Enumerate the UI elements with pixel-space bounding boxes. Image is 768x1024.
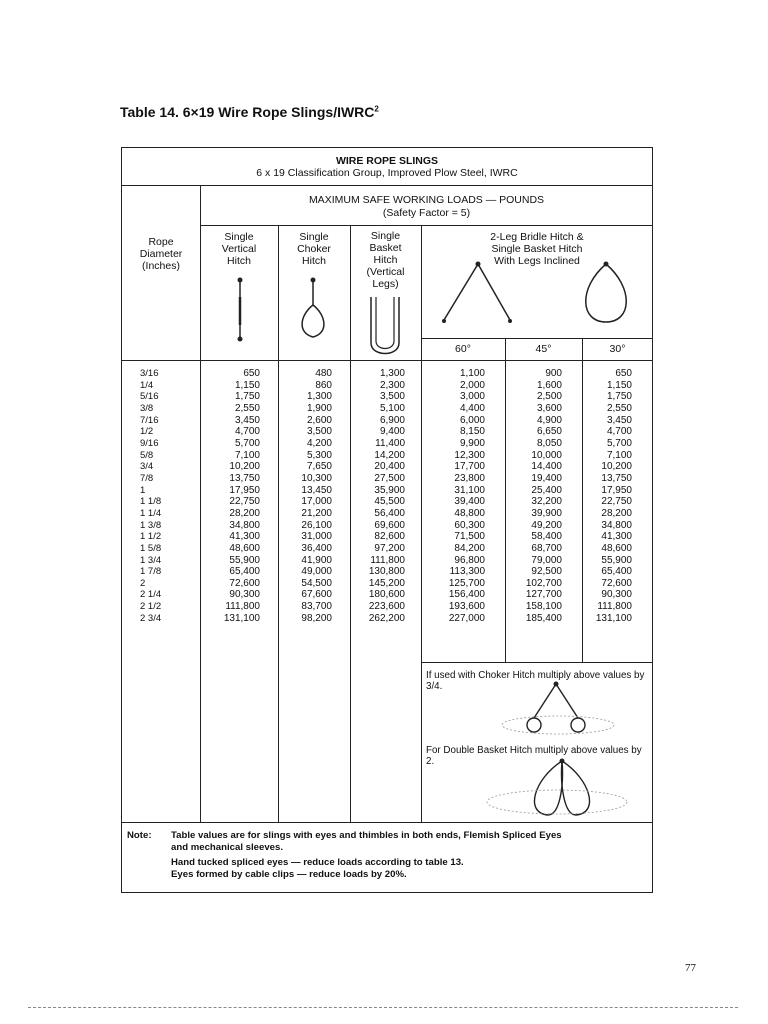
deg45-cell: 49,200 — [531, 519, 562, 531]
basket-cell: 2,300 — [379, 379, 405, 391]
deg30-cell: 5,700 — [606, 437, 632, 449]
deg30-cell: 131,100 — [595, 612, 632, 624]
deg60-cell: 48,800 — [454, 507, 485, 519]
diameter-cell: 3/16 — [140, 368, 159, 379]
choker-cell: 31,000 — [301, 531, 332, 543]
page-number: 77 — [685, 962, 696, 974]
deg30-cell: 2,550 — [606, 402, 632, 414]
diameter-cell: 2 — [140, 577, 146, 589]
diameter-cell: 1/2 — [140, 426, 154, 438]
diameter-cell: 3/8 — [140, 402, 154, 414]
deg45-cell: 8,050 — [536, 437, 562, 449]
deg45-cell: 1,600 — [536, 379, 562, 391]
deg45-cell: 10,000 — [531, 449, 562, 461]
deg45-cell: 6,650 — [536, 426, 562, 438]
choker-cell: 1,300 — [306, 391, 332, 403]
deg60-cell: 39,400 — [454, 496, 485, 508]
basket-cell: 69,600 — [374, 519, 405, 531]
angle-30: 30° — [609, 343, 626, 355]
deg45-cell: 58,400 — [531, 531, 562, 543]
deg60-cell: 84,200 — [454, 542, 485, 554]
table-caption — [120, 104, 379, 120]
deg60-cell: 17,700 — [454, 461, 485, 473]
basket-cell: 180,600 — [368, 589, 405, 601]
diameter-cell: 1 3/4 — [140, 554, 162, 566]
deg45-cell: 3,600 — [536, 402, 562, 414]
deg30-cell: 4,700 — [606, 426, 632, 438]
col-header-single-basket: Single Basket Hitch (Vertical Legs) — [366, 230, 405, 290]
choker-cell: 83,700 — [301, 601, 332, 613]
choker-cell: 36,400 — [301, 542, 332, 554]
loads-title: MAXIMUM SAFE WORKING LOADS — POUNDS — [308, 194, 545, 206]
rule-above-angles — [421, 338, 653, 339]
basket-cell: 9,400 — [379, 426, 405, 438]
caption-superscript: 2 — [374, 104, 379, 114]
table-title: WIRE ROPE SLINGS — [335, 155, 439, 167]
vertical-cell: 111,800 — [225, 601, 260, 613]
deg30-cell: 1,150 — [606, 379, 632, 391]
basket-column — [350, 368, 405, 624]
choker-cell: 480 — [315, 368, 332, 379]
bottom-rule — [28, 1007, 738, 1008]
deg30-cell: 55,900 — [601, 554, 632, 566]
choker-cell: 7,650 — [306, 461, 332, 473]
choker-hitch-icon — [295, 275, 331, 345]
deg30-cell: 28,200 — [601, 507, 632, 519]
diameter-cell: 2 1/2 — [140, 601, 162, 613]
vertical-cell: 55,900 — [229, 554, 260, 566]
vertical-cell: 1,150 — [234, 379, 260, 391]
basket-cell: 6,900 — [379, 414, 405, 426]
basket-cell: 145,200 — [368, 577, 405, 589]
col-header-single-choker: Single Choker Hitch — [297, 231, 331, 267]
deg60-cell: 60,300 — [454, 519, 485, 531]
diameter-cell: 1 5/8 — [140, 542, 162, 554]
choker-column — [278, 368, 332, 624]
deg45-cell: 127,700 — [525, 589, 562, 601]
deg60-cell: 193,600 — [448, 601, 485, 613]
deg30-cell: 22,750 — [601, 496, 632, 508]
choker-cell: 21,200 — [301, 507, 332, 519]
bridle-hitch-icon — [438, 258, 518, 328]
choker-cell: 13,450 — [301, 484, 332, 496]
deg30-cell: 65,400 — [601, 566, 632, 578]
deg45-cell: 158,100 — [525, 601, 562, 613]
vertical-cell: 34,800 — [229, 519, 260, 531]
diameter-cell: 7/16 — [140, 414, 159, 426]
vertical-cell: 28,200 — [229, 507, 260, 519]
double-basket-icon — [482, 755, 632, 820]
vertical-cell: 17,950 — [229, 484, 260, 496]
choker-cell: 54,500 — [301, 577, 332, 589]
vertical-cell: 90,300 — [229, 589, 260, 601]
deg60-cell: 71,500 — [454, 531, 485, 543]
basket-cell: 35,900 — [374, 484, 405, 496]
rope-diameter-column — [140, 368, 170, 624]
double-basket-footnote: For Double Basket Hitch multiply above values by 2. — [426, 745, 642, 767]
diameter-cell: 2 1/4 — [140, 589, 162, 601]
vertical-cell: 22,750 — [229, 496, 260, 508]
deg45-cell: 68,700 — [531, 542, 562, 554]
diameter-cell: 3/4 — [140, 461, 154, 473]
angle-45: 45° — [535, 343, 552, 355]
vertical-cell: 2,550 — [234, 402, 260, 414]
deg30-column — [582, 368, 632, 624]
deg60-cell: 3,000 — [459, 391, 485, 403]
deg60-cell: 9,900 — [459, 437, 485, 449]
deg60-cell: 227,000 — [448, 612, 485, 624]
deg60-cell: 2,000 — [459, 379, 485, 391]
choker-cell: 67,600 — [301, 589, 332, 601]
vertical-cell: 65,400 — [229, 566, 260, 578]
deg30-cell: 17,950 — [601, 484, 632, 496]
basket-cell: 1,300 — [379, 368, 405, 379]
deg45-cell: 14,400 — [531, 461, 562, 473]
diameter-cell: 5/8 — [140, 449, 154, 461]
deg45-column — [505, 368, 562, 624]
basket-cell: 130,800 — [368, 566, 405, 578]
deg60-cell: 4,400 — [459, 402, 485, 414]
choker-cell: 860 — [315, 379, 332, 391]
basket-cell: 97,200 — [374, 542, 405, 554]
deg30-cell: 3,450 — [606, 414, 632, 426]
deg60-cell: 23,800 — [454, 472, 485, 484]
deg30-cell: 10,200 — [601, 461, 632, 473]
vertical-cell: 7,100 — [234, 449, 260, 461]
basket-cell: 56,400 — [374, 507, 405, 519]
deg45-cell: 32,200 — [531, 496, 562, 508]
vertical-hitch-icon — [225, 275, 255, 345]
deg45-cell: 4,900 — [536, 414, 562, 426]
vertical-cell: 5,700 — [234, 437, 260, 449]
diameter-cell: 1 3/8 — [140, 519, 162, 531]
diameter-cell: 1 1/2 — [140, 531, 162, 543]
basket-cell: 45,500 — [374, 496, 405, 508]
vertical-cell: 650 — [243, 368, 260, 379]
deg30-cell: 72,600 — [601, 577, 632, 589]
choker-cell: 1,900 — [306, 402, 332, 414]
deg30-cell: 111,800 — [597, 601, 632, 613]
col-header-single-vertical: Single Vertical Hitch — [221, 231, 257, 267]
col-header-bridle: 2-Leg Bridle Hitch & Single Basket Hitch With Legs Inclined — [490, 231, 584, 267]
deg30-cell: 41,300 — [601, 531, 632, 543]
note-line-2: and mechanical sleeves. — [171, 842, 283, 853]
choker-cell: 2,600 — [306, 414, 332, 426]
note-label: Note: — [127, 830, 152, 841]
basket-cell: 27,500 — [374, 472, 405, 484]
deg60-cell: 1,100 — [459, 368, 485, 379]
vertical-cell: 72,600 — [229, 577, 260, 589]
note-line-3: Hand tucked spliced eyes — reduce loads according to table 13. — [171, 857, 464, 868]
diameter-cell: 1 7/8 — [140, 566, 162, 578]
vertical-cell: 41,300 — [229, 531, 260, 543]
double-choker-icon — [496, 678, 636, 738]
deg45-cell: 185,400 — [525, 612, 562, 624]
deg60-cell: 156,400 — [448, 589, 485, 601]
basket-cell: 262,200 — [368, 612, 405, 624]
deg60-cell: 8,150 — [459, 426, 485, 438]
deg60-column — [421, 368, 485, 624]
deg45-cell: 102,700 — [525, 577, 562, 589]
choker-cell: 3,500 — [306, 426, 332, 438]
deg30-cell: 48,600 — [601, 542, 632, 554]
diameter-cell: 1 1/8 — [140, 496, 162, 508]
deg60-cell: 31,100 — [454, 484, 485, 496]
vertical-cell: 1,750 — [234, 391, 260, 403]
deg30-cell: 90,300 — [601, 589, 632, 601]
rule-below-loads-title — [200, 225, 653, 226]
basket-cell: 3,500 — [379, 391, 405, 403]
basket-cell: 5,100 — [379, 402, 405, 414]
deg60-cell: 12,300 — [454, 449, 485, 461]
deg60-cell: 96,800 — [454, 554, 485, 566]
diameter-cell: 9/16 — [140, 437, 159, 449]
choker-cell: 98,200 — [301, 612, 332, 624]
deg30-cell: 1,750 — [606, 391, 632, 403]
basket-cell: 82,600 — [374, 531, 405, 543]
deg30-cell: 13,750 — [601, 472, 632, 484]
basket-hitch-icon — [365, 295, 405, 360]
deg60-cell: 125,700 — [448, 577, 485, 589]
deg45-cell: 25,400 — [531, 484, 562, 496]
vertical-column — [200, 368, 260, 624]
deg45-cell: 39,900 — [531, 507, 562, 519]
choker-cell: 4,200 — [306, 437, 332, 449]
col-header-rope-diameter: Rope Diameter (Inches) — [139, 236, 183, 272]
choker-cell: 41,900 — [301, 554, 332, 566]
choker-cell: 17,000 — [301, 496, 332, 508]
deg45-cell: 900 — [545, 368, 562, 379]
vertical-cell: 4,700 — [234, 426, 260, 438]
choker-cell: 5,300 — [306, 449, 332, 461]
basket-cell: 111,800 — [370, 554, 405, 566]
vertical-cell: 13,750 — [229, 472, 260, 484]
diameter-cell: 7/8 — [140, 472, 154, 484]
diameter-cell: 5/16 — [140, 391, 159, 403]
rule-below-values — [421, 662, 653, 663]
deg45-cell: 79,000 — [531, 554, 562, 566]
vertical-cell: 48,600 — [229, 542, 260, 554]
diameter-cell: 2 3/4 — [140, 612, 162, 624]
choker-cell: 49,000 — [301, 566, 332, 578]
vertical-cell: 131,100 — [223, 612, 260, 624]
choker-cell: 26,100 — [301, 519, 332, 531]
choker-footnote: If used with Choker Hitch multiply above values by 3/4. — [426, 670, 645, 692]
diameter-cell: 1 — [140, 484, 146, 496]
basket-cell: 20,400 — [374, 461, 405, 473]
choker-cell: 10,300 — [301, 472, 332, 484]
deg45-cell: 92,500 — [531, 566, 562, 578]
basket-cell: 14,200 — [374, 449, 405, 461]
table-subtitle: 6 x 19 Classification Group, Improved Plow Steel, IWRC — [256, 167, 518, 179]
inclined-basket-icon — [578, 258, 634, 328]
note-line-1: Table values are for slings with eyes and thimbles in both ends, Flemish Spliced Eyes — [171, 830, 562, 841]
safety-factor: (Safety Factor = 5) — [382, 207, 471, 219]
basket-cell: 11,400 — [375, 437, 405, 449]
deg30-cell: 7,100 — [606, 449, 632, 461]
caption-text: Table 14. 6×19 Wire Rope Slings/IWRC — [120, 104, 375, 120]
deg45-cell: 19,400 — [531, 472, 562, 484]
deg60-cell: 113,300 — [449, 566, 485, 578]
angle-60: 60° — [455, 343, 471, 355]
rule-above-note — [121, 822, 653, 823]
vertical-cell: 3,450 — [234, 414, 260, 426]
deg30-cell: 34,800 — [601, 519, 632, 531]
deg30-cell: 650 — [615, 368, 632, 379]
deg45-cell: 2,500 — [536, 391, 562, 403]
deg60-cell: 6,000 — [459, 414, 485, 426]
diameter-cell: 1/4 — [140, 379, 154, 391]
basket-cell: 223,600 — [368, 601, 405, 613]
note-line-4: Eyes formed by cable clips — reduce loads by 20%. — [171, 869, 407, 880]
vertical-cell: 10,200 — [229, 461, 260, 473]
diameter-cell: 1 1/4 — [140, 507, 162, 519]
